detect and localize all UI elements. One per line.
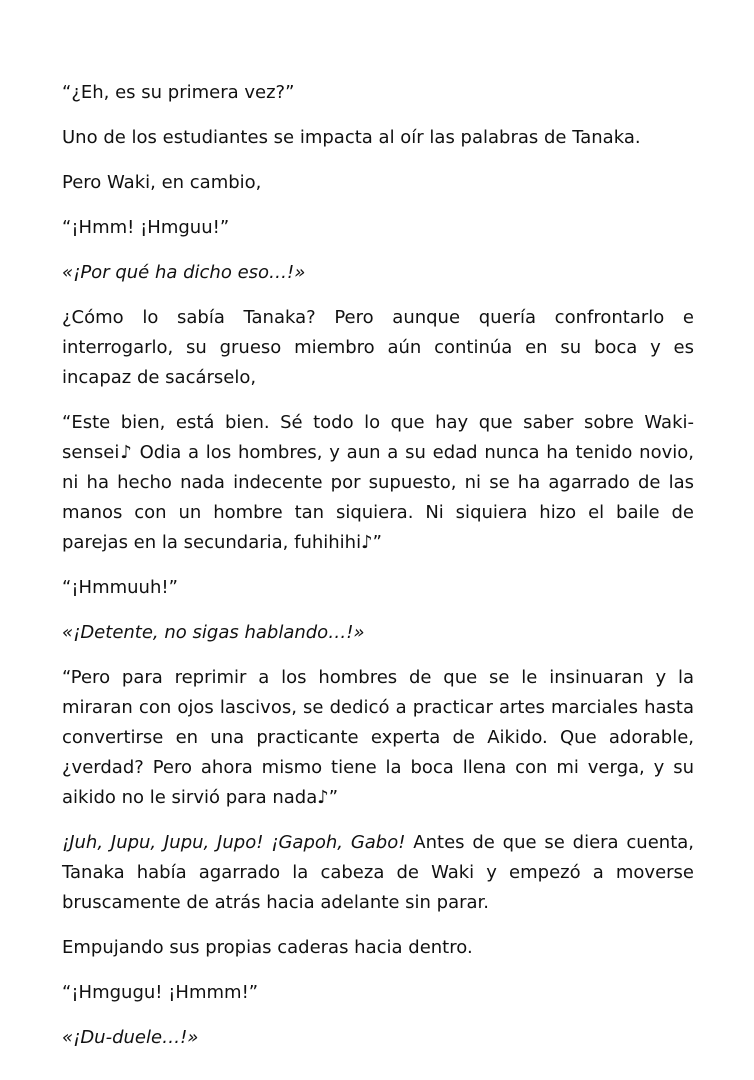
paragraph-text: ¿Cómo lo sabía Tanaka? Pero aunque quería confrontarlo e interrogarlo, su grueso miembro aún continúa en su boca y es incapaz de sacárselo, [62, 307, 694, 388]
paragraph-7 [62, 408, 694, 558]
paragraph-2 [62, 123, 694, 153]
paragraph-text: «¡Detente, no sigas hablando…!» [62, 622, 365, 643]
paragraph-1 [62, 78, 694, 108]
paragraph-text: «¡Por qué ha dicho eso…!» [62, 262, 306, 283]
paragraph-text: “¡Hmm! ¡Hmguu!” [62, 217, 230, 238]
paragraph-text: Uno de los estudiantes se impacta al oír las palabras de Tanaka. [62, 127, 641, 148]
paragraph-text: Pero Waki, en cambio, [62, 172, 262, 193]
paragraph-text: “¡Hmgugu! ¡Hmmm!” [62, 982, 259, 1003]
sound-effect-text: ¡Juh, Jupu, Jupu, Jupo! ¡Gapoh, Gabo! [62, 832, 406, 853]
paragraph-text: «¡Du-duele…!» [62, 1027, 199, 1048]
paragraph-14-thought [62, 1023, 694, 1053]
paragraph-3 [62, 168, 694, 198]
paragraph-9-thought [62, 618, 694, 648]
paragraph-text: Antes de que se diera cuenta, Tanaka había agarrado la cabeza de Waki y empezó a moverse bruscamente de atrás hacia adelante sin parar. [62, 832, 694, 913]
paragraph-6 [62, 303, 694, 393]
paragraph-8 [62, 573, 694, 603]
document-page [62, 78, 694, 1068]
paragraph-text: “¡Hmmuuh!” [62, 577, 178, 598]
paragraph-10 [62, 663, 694, 813]
paragraph-text: “Pero para reprimir a los hombres de que se le insinuaran y la miraran con ojos lascivos, se dedicó a practicar artes marciales hasta convertirse en una practicante experta de Aikido. Que adorable, ¿verdad? Pero ahora mismo tiene la boca llena con mi verga, y su aikido no le sirvió para nada♪” [62, 667, 694, 808]
paragraph-text: Empujando sus propias caderas hacia dentro. [62, 937, 473, 958]
paragraph-12 [62, 933, 694, 963]
paragraph-11 [62, 828, 694, 918]
paragraph-text: “¿Eh, es su primera vez?” [62, 82, 295, 103]
paragraph-4 [62, 213, 694, 243]
paragraph-5-thought [62, 258, 694, 288]
paragraph-text: “Este bien, está bien. Sé todo lo que hay que saber sobre Waki-sensei♪ Odia a los hombres, y aun a su edad nunca ha tenido novio, ni ha hecho nada indecente por supuesto, ni se ha agarrado de las manos con un hombre tan siquiera. Ni siquiera hizo el baile de parejas en la secundaria, fuhihihi♪” [62, 412, 694, 553]
paragraph-13 [62, 978, 694, 1008]
